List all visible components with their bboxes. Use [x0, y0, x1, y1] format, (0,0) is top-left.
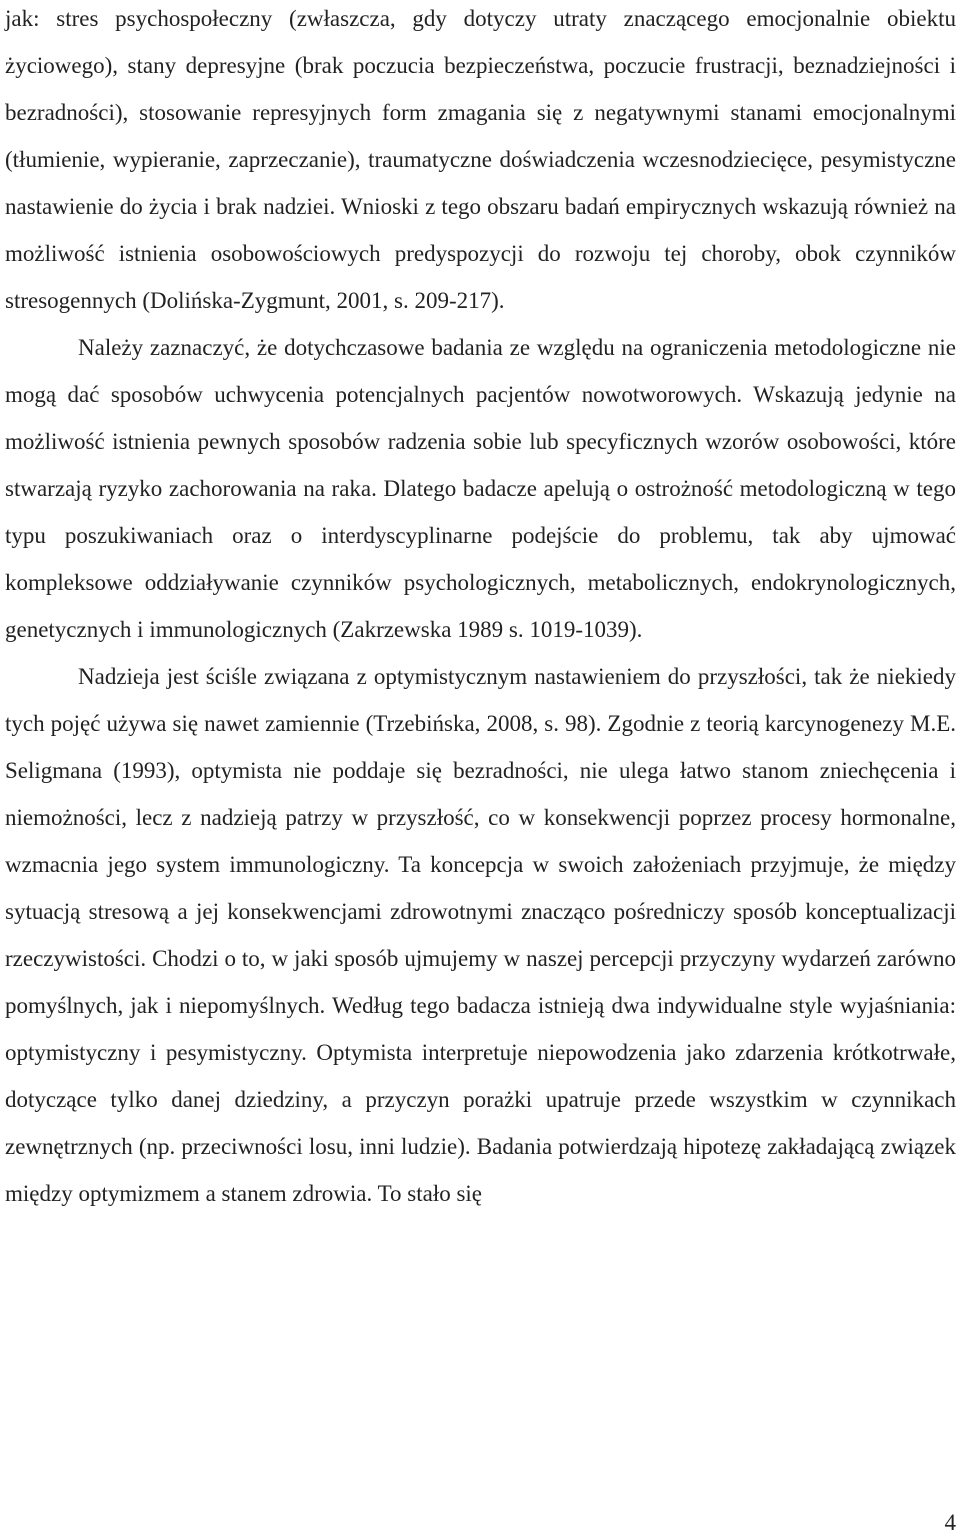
page-number: 4 [944, 1510, 956, 1535]
paragraph-3: Nadzieja jest ściśle związana z optymistycznym nastawieniem do przyszłości, tak że niekiedy tych pojęć używa się nawet zamiennie (Trzebińska, 2008, s. 98). Zgodnie z teorią karcynogenezy M.E. Seligmana (1993), optymista nie poddaje się bezradności, nie ulega łatwo stanom zniechęcenia i niemożności, lecz z nadzieją patrzy w przyszłość, co w konsekwencji poprzez procesy hormonalne, wzmacnia jego system immunologiczny. Ta koncepcja w swoich założeniach przyjmuje, że między sytuacją stresową a jej konsekwencjami zdrowotnymi znacząco pośredniczy sposób konceptualizacji rzeczywistości. Chodzi o to, w jaki sposób ujmujemy w naszej percepcji przyczyny wydarzeń zarówno pomyślnych, jak i niepomyślnych. Według tego badacza istnieją dwa indywidualne style wyjaśniania: optymistyczny i pesymistyczny. Optymista interpretuje niepowodzenia jako zdarzenia krótkotrwałe, dotyczące tylko danej dziedziny, a przyczyn porażki upatruje przede wszystkim w czynnikach zewnętrznych (np. przeciwności losu, inni ludzie). Badania potwierdzają hipotezę zakładającą związek między optymizmem a stanem zdrowia. To stało się [5, 664, 956, 1206]
paragraph-1: jak: stres psychospołeczny (zwłaszcza, gdy dotyczy utraty znaczącego emocjonalnie obiektu życiowego), stany depresyjne (brak poczucia bezpieczeństwa, poczucie frustracji, beznadziejności i bezradności), stosowanie represyjnych form zmagania się z negatywnymi stanami emocjonalnymi (tłumienie, wypieranie, zaprzeczanie), traumatyczne doświadczenia wczesnodziecięce, pesymistyczne nastawienie do życia i brak nadziei. Wnioski z tego obszaru badań empirycznych wskazują również na możliwość istnienia osobowościowych predyspozycji do rozwoju tej choroby, obok czynników stresogennych (Dolińska-Zygmunt, 2001, s. 209-217). [5, 6, 956, 313]
paragraph-2: Należy zaznaczyć, że dotychczasowe badania ze względu na ograniczenia metodologiczne nie mogą dać sposobów uchwycenia potencjalnych pacjentów nowotworowych. Wskazują jedynie na możliwość istnienia pewnych sposobów radzenia sobie lub specyficznych wzorów osobowości, które stwarzają ryzyko zachorowania na raka. Dlatego badacze apelują o ostrożność metodologiczną w tego typu poszukiwaniach oraz o interdyscyplinarne podejście do problemu, tak aby ujmować kompleksowe oddziaływanie czynników psychologicznych, metabolicznych, endokrynologicznych, genetycznych i immunologicznych (Zakrzewska 1989 s. 1019-1039). [5, 335, 956, 642]
document-body [5, 0, 956, 1217]
